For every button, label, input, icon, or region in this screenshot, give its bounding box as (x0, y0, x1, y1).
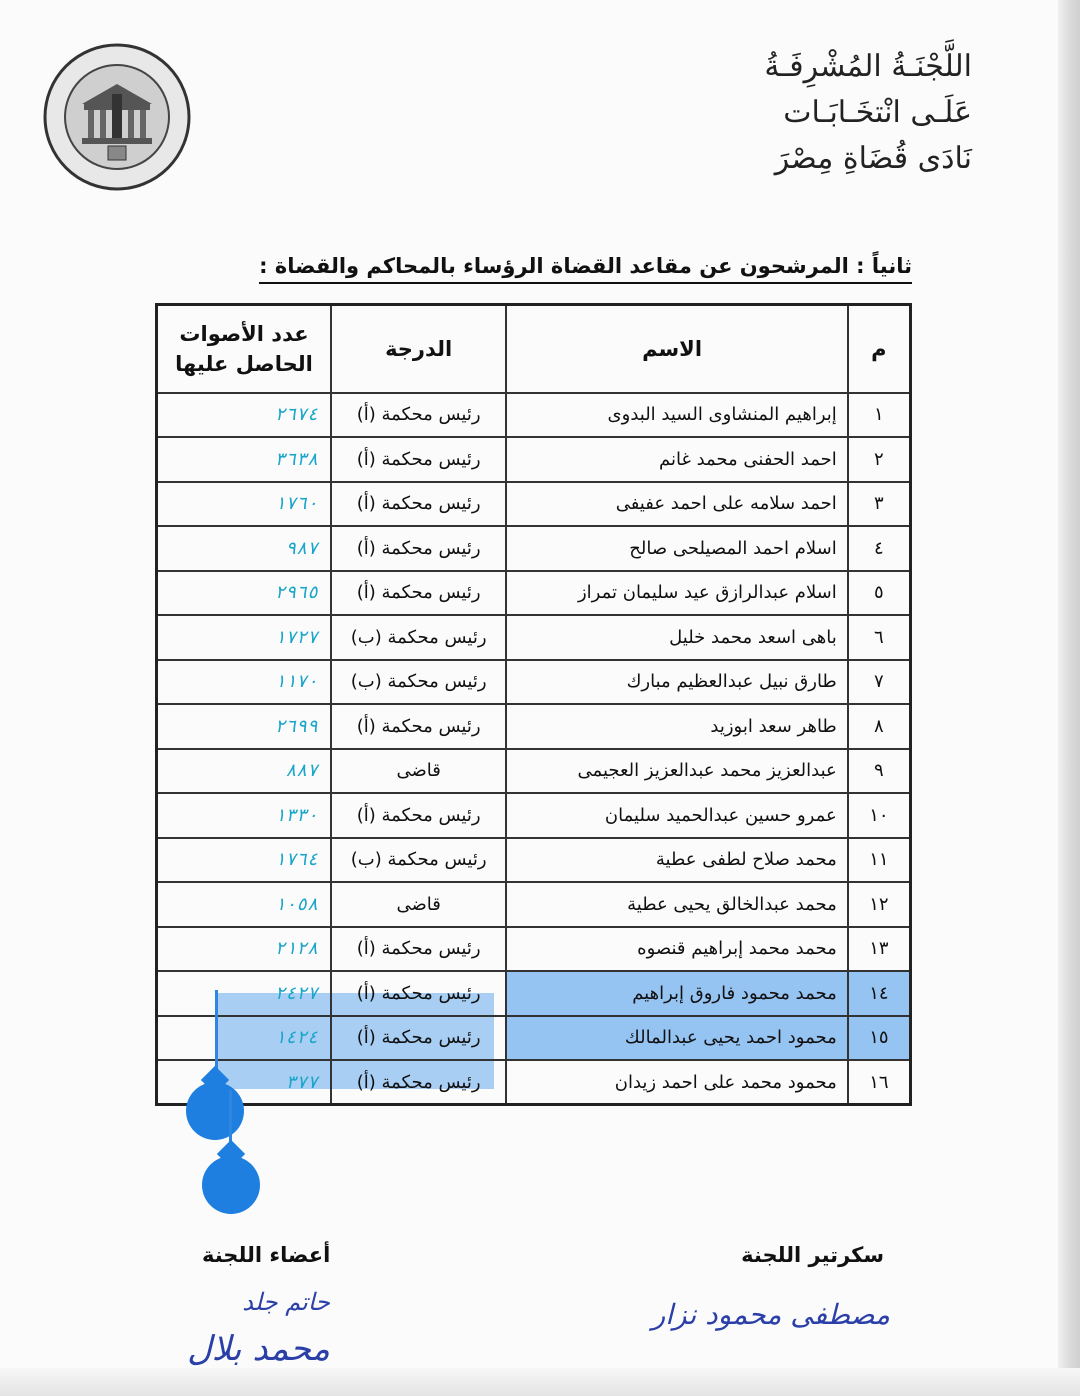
candidate-name-cell: احمد سلامه على احمد عفيفى (506, 482, 847, 527)
table-row (157, 1016, 911, 1061)
column-header-votes-line-1: عدد الأصوات (179, 321, 309, 346)
member-signature-2: محمد بلال (187, 1329, 330, 1369)
candidate-name-cell: محمد محمود فاروق إبراهيم (506, 971, 847, 1016)
vote-count-cell: ٢٤٢٧ (157, 971, 331, 1016)
secretary-signature (651, 1282, 900, 1342)
row-number-cell: ١١ (848, 838, 911, 883)
column-header-votes (157, 305, 331, 393)
organization-header (764, 44, 972, 182)
candidate-rank-cell: رئيس محكمة (أ) (331, 393, 506, 438)
column-header-rank: الدرجة (331, 305, 506, 393)
candidate-rank-cell: رئيس محكمة (أ) (331, 1060, 506, 1105)
row-number-cell: ١٥ (848, 1016, 911, 1061)
member-signature-1: حاتم جلد (242, 1288, 330, 1316)
table-row (157, 1060, 911, 1105)
row-number-cell: ٤ (848, 526, 911, 571)
candidate-name-cell: محمد صلاح لطفى عطية (506, 838, 847, 883)
table-row (157, 882, 911, 927)
candidate-name-cell: محمد عبدالخالق يحيى عطية (506, 882, 847, 927)
table-row (157, 393, 911, 438)
table-row (157, 571, 911, 616)
row-number-cell: ١٣ (848, 927, 911, 972)
members-signatures (180, 1280, 340, 1380)
table-row (157, 927, 911, 972)
candidate-rank-cell: رئيس محكمة (أ) (331, 437, 506, 482)
vote-count-cell: ٢٦٩٩ (157, 704, 331, 749)
vote-count-cell: ٣٧٧ (157, 1060, 331, 1105)
row-number-cell: ١ (848, 393, 911, 438)
row-number-cell: ٥ (848, 571, 911, 616)
candidate-name-cell: محمد محمد إبراهيم قنصوه (506, 927, 847, 972)
column-header-votes-line-2: الحاصل عليها (175, 351, 313, 376)
vote-count-cell: ١٧٦٠ (157, 482, 331, 527)
row-number-cell: ٦ (848, 615, 911, 660)
candidate-name-cell: طارق نبيل عبدالعظيم مبارك (506, 660, 847, 705)
vote-count-cell: ١٣٣٠ (157, 793, 331, 838)
candidate-name-cell: اسلام عبدالرازق عيد سليمان تمراز (506, 571, 847, 616)
row-number-cell: ١٠ (848, 793, 911, 838)
org-name-line-1: اللَّجْنَـةُ المُشْرِفَـةُ (764, 49, 972, 84)
candidate-rank-cell: رئيس محكمة (ب) (331, 615, 506, 660)
row-number-cell: ٧ (848, 660, 911, 705)
row-number-cell: ٩ (848, 749, 911, 794)
candidate-name-cell: احمد الحفنى محمد غانم (506, 437, 847, 482)
table-row (157, 749, 911, 794)
candidate-name-cell: محمود محمد على احمد زيدان (506, 1060, 847, 1105)
candidate-name-cell: اسلام احمد المصيلحى صالح (506, 526, 847, 571)
section-title (259, 254, 912, 278)
section-title-underline (259, 282, 912, 284)
candidate-rank-cell: رئيس محكمة (ب) (331, 660, 506, 705)
row-number-cell: ٢ (848, 437, 911, 482)
court-club-seal-logo (42, 42, 192, 192)
candidate-rank-cell: رئيس محكمة (أ) (331, 482, 506, 527)
row-number-cell: ٨ (848, 704, 911, 749)
candidate-name-cell: عبدالعزيز محمد عبدالعزيز العجيمى (506, 749, 847, 794)
candidate-rank-cell: رئيس محكمة (أ) (331, 971, 506, 1016)
row-number-cell: ١٦ (848, 1060, 911, 1105)
org-name-line-2: عَلَـى انْتخَـابَـات (783, 95, 972, 130)
vote-count-cell: ٣٦٣٨ (157, 437, 331, 482)
column-header-number: م (848, 305, 911, 393)
section-title-text: ثانياً : المرشحون عن مقاعد القضاة الرؤساء بالمحاكم والقضاة : (259, 254, 912, 278)
candidate-name-cell: طاهر سعد ابوزيد (506, 704, 847, 749)
scan-page-edge (1058, 0, 1080, 1396)
vote-count-cell: ١٤٢٤ (157, 1016, 331, 1061)
table-row (157, 437, 911, 482)
candidate-rank-cell: رئيس محكمة (أ) (331, 704, 506, 749)
table-row (157, 704, 911, 749)
candidate-name-cell: إبراهيم المنشاوى السيد البدوى (506, 393, 847, 438)
secretary-signature-text: مصطفى محمود نزار (651, 1298, 890, 1331)
candidate-rank-cell: رئيس محكمة (أ) (331, 793, 506, 838)
selection-handle-start[interactable] (186, 1082, 244, 1140)
table-row (157, 615, 911, 660)
vote-count-cell: ٢٦٧٤ (157, 393, 331, 438)
vote-count-cell: ٨٨٧ (157, 749, 331, 794)
candidate-rank-cell: رئيس محكمة (أ) (331, 927, 506, 972)
vote-count-cell: ١١٧٠ (157, 660, 331, 705)
vote-count-cell: ١٧٢٧ (157, 615, 331, 660)
candidate-name-cell: محمود احمد يحيى عبدالمالك (506, 1016, 847, 1061)
candidate-rank-cell: رئيس محكمة (ب) (331, 838, 506, 883)
committee-members-label: أعضاء اللجنة (202, 1243, 331, 1267)
committee-secretary-label: سكرتير اللجنة (741, 1243, 884, 1267)
table-row (157, 971, 911, 1016)
column-header-name: الاسم (506, 305, 847, 393)
scan-bottom-edge (0, 1368, 1080, 1396)
candidate-name-cell: عمرو حسين عبدالحميد سليمان (506, 793, 847, 838)
table-header-row (157, 305, 911, 393)
candidate-rank-cell: قاضى (331, 749, 506, 794)
candidate-rank-cell: رئيس محكمة (أ) (331, 1016, 506, 1061)
vote-count-cell: ٩٨٧ (157, 526, 331, 571)
row-number-cell: ١٢ (848, 882, 911, 927)
candidates-results-table (155, 303, 912, 1106)
table-row (157, 482, 911, 527)
vote-count-cell: ٢٩٦٥ (157, 571, 331, 616)
candidate-name-cell: باهى اسعد محمد خليل (506, 615, 847, 660)
vote-count-cell: ١٧٦٤ (157, 838, 331, 883)
selection-handle-end[interactable] (202, 1156, 260, 1214)
vote-count-cell: ١٠٥٨ (157, 882, 331, 927)
vote-count-cell: ٢١٢٨ (157, 927, 331, 972)
candidate-rank-cell: قاضى (331, 882, 506, 927)
org-name-line-3: نَادَى قُضَاةِ مِصْرَ (774, 141, 972, 176)
row-number-cell: ٣ (848, 482, 911, 527)
table-row (157, 660, 911, 705)
candidate-rank-cell: رئيس محكمة (أ) (331, 526, 506, 571)
candidate-rank-cell: رئيس محكمة (أ) (331, 571, 506, 616)
row-number-cell: ١٤ (848, 971, 911, 1016)
table-row (157, 838, 911, 883)
table-row (157, 526, 911, 571)
table-row (157, 793, 911, 838)
